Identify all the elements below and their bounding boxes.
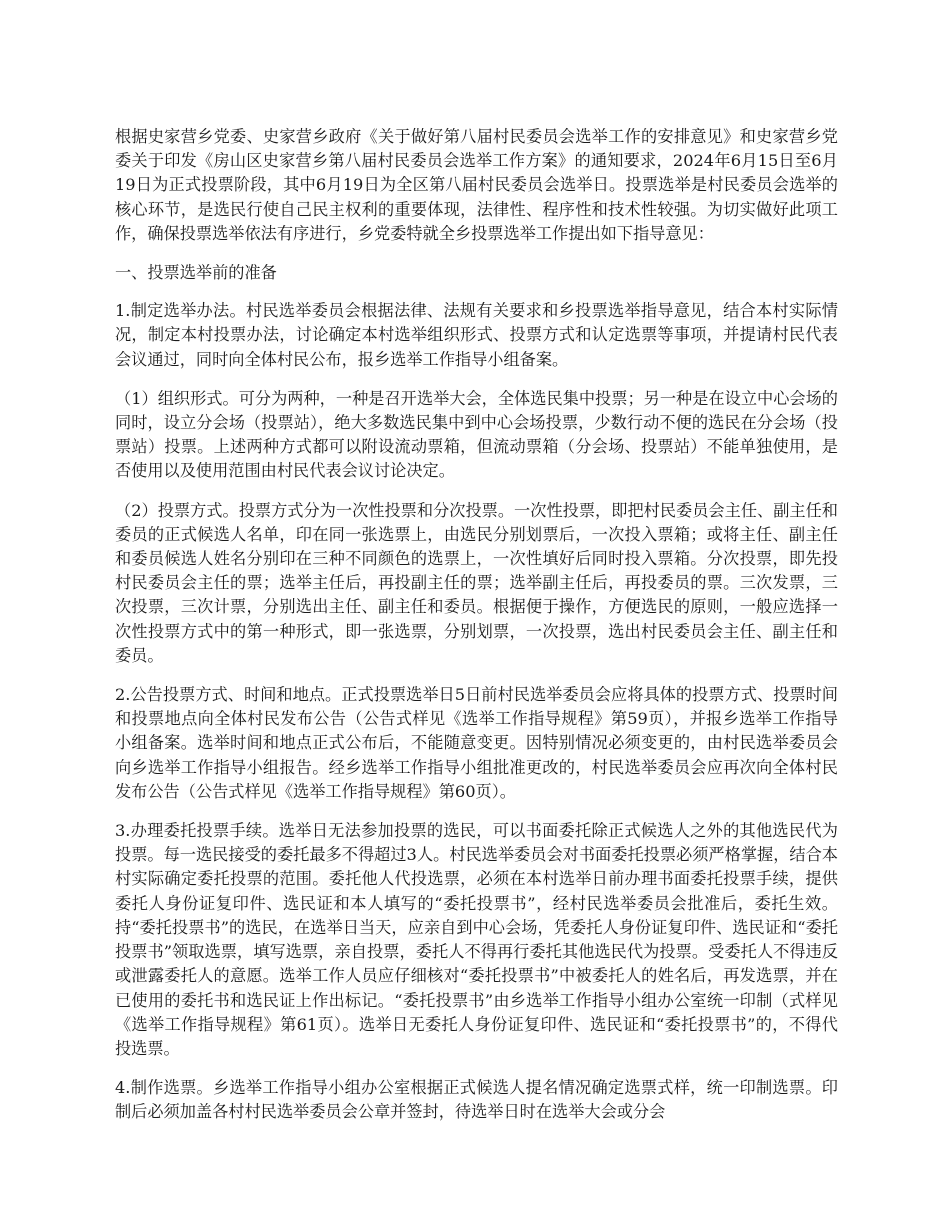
item-2-paragraph: 2.公告投票方式、时间和地点。正式投票选举日5日前村民选举委员会应将具体的投票方式、投票时间和投票地点向全体村民发布公告（公告式样见《选举工作指导规程》第59页），并报乡选举工作指导小组备案。选举时间和地点正式公布后，不能随意变更。因特别情况必须变更的，由村民选举委员会向乡选举工作指导小组报告。经乡选举工作指导小组批准更改的，村民选举委员会应再次向全体村民发布公告（公告式样见《选举工作指导规程》第60页）。 xyxy=(115,685,838,801)
item-1-sub-1-paragraph: （1）组织形式。可分为两种，一种是召开选举大会，全体选民集中投票；另一种是在设立中心会场的同时，设立分会场（投票站），绝大多数选民集中到中心会场投票，少数行动不便的选民在分会场（投票站）投票。上述两种方式都可以附设流动票箱，但流动票箱（分会场、投票站）不能单独使用，是否使用以及使用范围由村民代表会议讨论决定。 xyxy=(115,388,838,481)
item-4-paragraph: 4.制作选票。乡选举工作指导小组办公室根据正式候选人提名情况确定选票式样，统一印制选票。印制后必须加盖各村村民选举委员会公章并签封，待选举日时在选举大会或分会 xyxy=(115,1078,838,1122)
intro-paragraph: 根据史家营乡党委、史家营乡政府《关于做好第八届村民委员会选举工作的安排意见》和史家营乡党委关于印发《房山区史家营乡第八届村民委员会选举工作方案》的通知要求，2024年6月15日至6月19日为正式投票阶段，其中6月19日为全区第八届村民委员会选举日。投票选举是村民委员会选举的核心环节，是选民行使自己民主权利的重要体现，法律性、程序性和技术性较强。为切实做好此项工作，确保投票选举依法有序进行，乡党委特就全乡投票选举工作提出如下指导意见： xyxy=(115,127,838,243)
item-1-paragraph: 1.制定选举办法。村民选举委员会根据法律、法规有关要求和乡投票选举指导意见，结合本村实际情况，制定本村投票办法，讨论确定本村选举组织形式、投票方式和认定选票等事项，并提请村民代表会议通过，同时向全体村民公布，报乡选举工作指导小组备案。 xyxy=(115,301,838,369)
section-heading: 一、投票选举前的准备 xyxy=(115,263,277,283)
item-1-sub-2-paragraph: （2）投票方式。投票方式分为一次性投票和分次投票。一次性投票，即把村民委员会主任、副主任和委员的正式候选人名单，印在同一张选票上，由选民分别划票后，一次投入票箱；或将主任、副主任和委员候选人姓名分别印在三种不同颜色的选票上，一次性填好后同时投入票箱。分次投票，即先投村民委员会主任的票；选举主任后，再投副主任的票；选举副主任后，再投委员的票。三次发票，三次投票，三次计票，分别选出主任、副主任和委员。根据便于操作，方便选民的原则，一般应选择一次性投票方式中的第一种形式，即一张选票，分别划票，一次投票，选出村民委员会主任、副主任和委员。 xyxy=(115,500,838,665)
item-3-paragraph: 3.办理委托投票手续。选举日无法参加投票的选民，可以书面委托除正式候选人之外的其他选民代为投票。每一选民接受的委托最多不得超过3人。村民选举委员会对书面委托投票必须严格掌握，结合本村实际确定委托投票的范围。委托他人代投选票，必须在本村选举日前办理书面委托投票手续，提供委托人身份证复印件、选民证和本人填写的“委托投票书”，经村民选举委员会批准后，委托生效。持“委托投票书”的选民，在选举日当天，应亲自到中心会场，凭委托人身份证复印件、选民证和“委托投票书”领取选票，填写选票，亲自投票，委托人不得再行委托其他选民代为投票。受委托人不得违反或泄露委托人的意愿。选举工作人员应仔细核对“委托投票书”中被委托人的姓名后，再发选票，并在已使用的委托书和选民证上作出标记。“委托投票书”由乡选举工作指导小组办公室统一印制（式样见《选举工作指导规程》第61页）。选举日无委托人身份证复印件、选民证和“委托投票书”的，不得代投选票。 xyxy=(115,821,838,1058)
